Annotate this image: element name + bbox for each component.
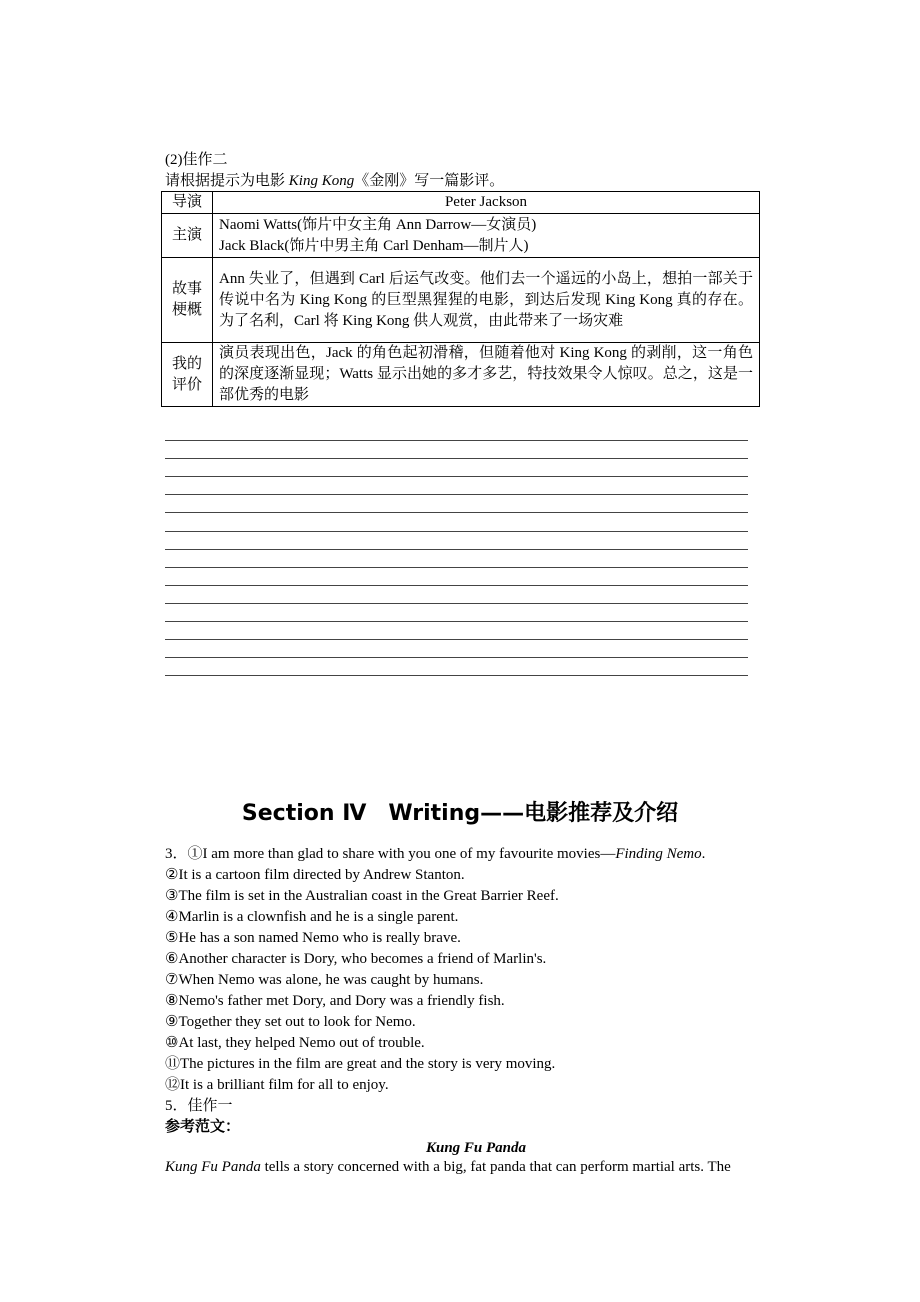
row-label-director: 导演 [162,192,213,214]
answer-line [165,658,748,676]
answer-item: ⑦When Nemo was alone, he was caught by humans. [165,972,484,988]
answer-item: ⑤He has a son named Nemo who is really brave. [165,930,461,946]
table-row [162,343,760,407]
answer-item: ⑨Together they set out to look for Nemo. [165,1014,416,1030]
answer-5-heading: 5．佳作一 [165,1098,233,1114]
review-label-line-1: 我的 [171,355,202,372]
review-label-line-2: 评价 [171,376,202,393]
answer-line [165,532,748,550]
table-row [162,192,760,214]
sample-essay-label: 参考范文： [165,1119,241,1135]
answer-line [165,622,748,640]
exercise-prompt [165,171,504,192]
table-row [162,214,760,258]
movie-info-table [161,191,760,407]
answer-line [165,459,748,477]
answer-line [165,568,748,586]
answer-3-suffix: . [701,846,706,862]
answer-item: ④Marlin is a clownfish and he is a single parent. [165,909,459,925]
prompt-movie: King Kong [288,173,355,189]
answer-line [165,441,748,459]
answer-item: ⑫It is a brilliant film for all to enjoy. [165,1077,389,1093]
answer-3-prefix: 3．①I am more than glad to share with you one of my favourite movies— [165,846,616,862]
answer-3-movie: Finding Nemo [615,846,702,862]
row-content-review: 演员表现出色，Jack 的角色起初滑稽，但随着他对 King Kong 的剥削，这一角色的深度逐渐显现；Watts 显示出她的多才多艺，特技效果令人惊叹。总之，这是一部优秀的电影 [213,343,760,407]
row-content-plot: Ann 失业了，但遇到 Carl 后运气改变。他们去一个遥远的小岛上，想拍一部关于传说中名为 King Kong 的巨型黑猩猩的电影，到达后发现 King Kong 真的存在。为了名利，Carl 将 King Kong 供人观赏，由此带来了一场灾难 [213,258,760,343]
cast-line-1: Naomi Watts(饰片中女主角 Ann Darrow—女演员) [219,216,537,233]
answer-item: ②It is a cartoon film directed by Andrew Stanton. [165,867,465,883]
answer-line [165,423,748,441]
answer-line [165,477,748,495]
table-row [162,258,760,343]
answer-line [165,550,748,568]
row-content-director: Peter Jackson [213,192,760,214]
answer-line [165,495,748,513]
exercise-heading: (2)佳作二 [165,152,228,168]
answer-line [165,640,748,658]
answer-line [165,604,748,622]
row-label-review [162,343,213,407]
answer-lines [165,423,748,676]
row-label-cast: 主演 [162,214,213,258]
answer-line [165,513,748,531]
cast-line-2: Jack Black(饰片中男主角 Carl Denham—制片人) [219,237,529,254]
essay-title: Kung Fu Panda [425,1140,527,1156]
row-label-plot [162,258,213,343]
prompt-pre: 请根据提示为电影 [165,173,289,189]
section-title: Section Ⅳ Writing——电影推荐及介绍 [241,801,679,826]
row-content-cast [213,214,760,258]
answer-item: ⑥Another character is Dory, who becomes a friend of Marlin's. [165,951,547,967]
answer-item: ⑩At last, they helped Nemo out of trouble. [165,1035,425,1051]
answer-item: ⑧Nemo's father met Dory, and Dory was a friendly fish. [165,993,505,1009]
answer-line [165,586,748,604]
prompt-post: 《金刚》写一篇影评。 [354,173,505,189]
essay-movie-name: Kung Fu Panda [165,1159,261,1175]
answer-item: ⑪The pictures in the film are great and the story is very moving. [165,1056,556,1072]
plot-label-line-2: 梗概 [171,302,202,318]
essay-line-1-rest: tells a story concerned with a big, fat panda that can perform martial arts. The [260,1159,731,1175]
essay-line-1 [165,1157,731,1178]
plot-label-line-1: 故事 [171,281,202,297]
answer-3-intro [165,844,705,865]
answer-item: ③The film is set in the Australian coast in the Great Barrier Reef. [165,888,559,904]
